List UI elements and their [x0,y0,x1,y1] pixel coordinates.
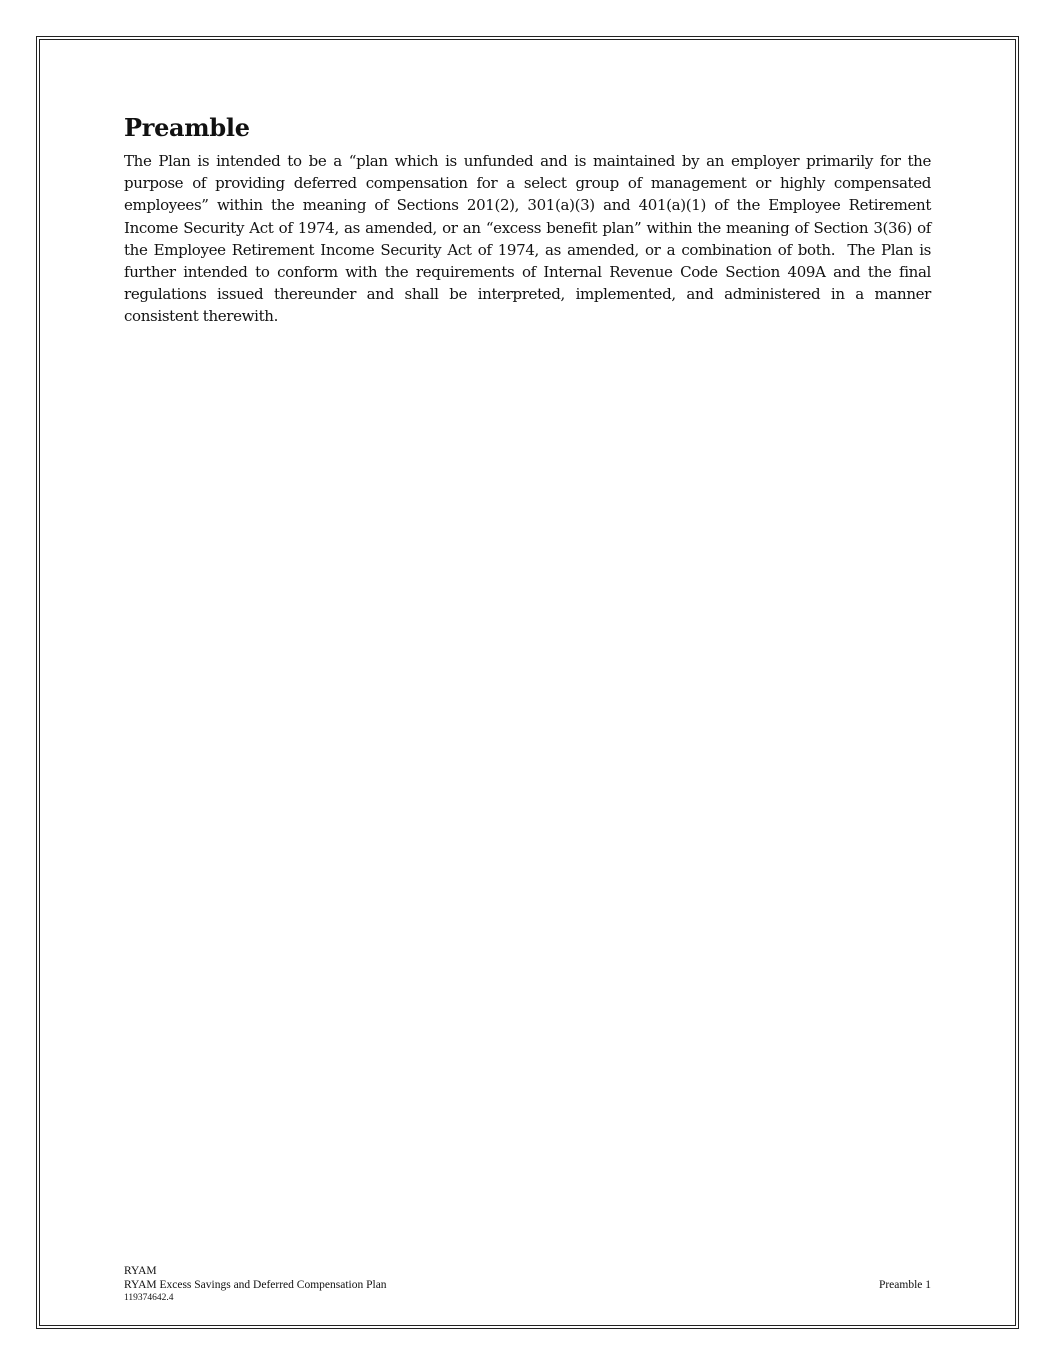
preamble-paragraph: The Plan is intended to be a “plan which is unfunded and is maintained by an employer primarily for the purpose of providing deferred compensation for a select group of management or highly compensated employees” within the meaning of Sections 201(2), 301(a)(3) and 401(a)(1) of the Employee Retirement Income Security Act of 1974, as amended, or an “excess benefit plan” within the meaning of Section 3(36) of the Employee Retirement Income Security Act of 1974, as amended, or a combination of both. The Plan is further intended to conform with the requirements of Internal Revenue Code Section 409A and the final regulations issued thereunder and shall be interpreted, implemented, and administered in a manner consistent therewith. [124,152,936,326]
footer-page-label: Preamble 1 [878,1279,931,1291]
page-footer [124,1264,931,1304]
section-heading: Preamble [124,113,250,142]
footer-plan-name: RYAM Excess Savings and Deferred Compensation Plan [124,1279,387,1291]
footer-row [124,1278,931,1292]
document-content [124,112,936,328]
footer-company: RYAM [124,1265,157,1277]
footer-doc-number: 119374642.4 [124,1293,174,1303]
